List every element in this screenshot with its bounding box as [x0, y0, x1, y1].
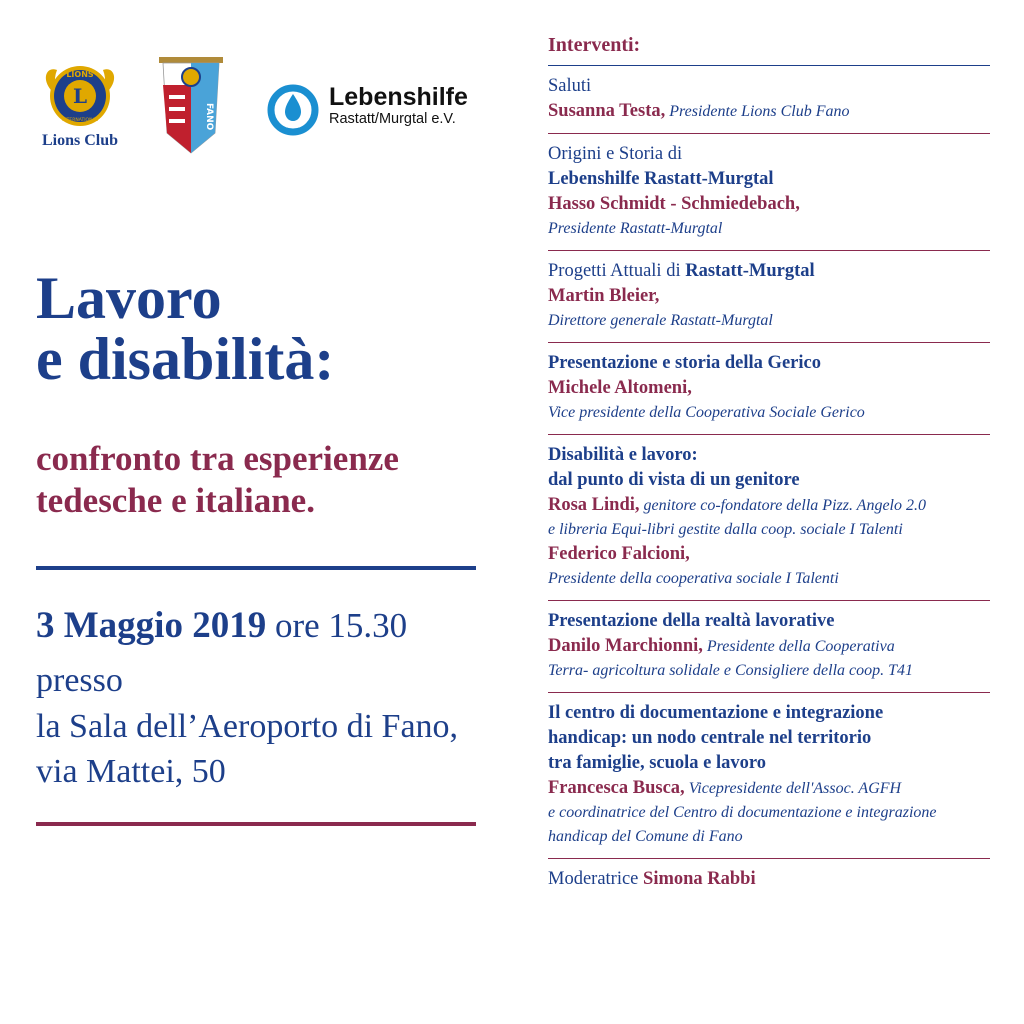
program-section-origini — [548, 134, 990, 251]
section-topic-bold: Rastatt-Murgtal — [685, 261, 815, 281]
speaker-role: handicap del Comune di Fano — [548, 828, 743, 845]
lebenshilfe-drop-icon — [265, 80, 321, 136]
section-topic: Presentazione della realtà lavorative — [548, 611, 835, 631]
speaker-name: Danilo Marchionni, — [548, 636, 703, 656]
speaker-role: Direttore generale Rastatt-Murgtal — [548, 312, 773, 329]
section-topic: Presentazione e storia della Gerico — [548, 353, 821, 373]
program-column — [548, 34, 990, 901]
event-datetime — [36, 606, 407, 647]
speaker-role: Vice presidente della Cooperativa Sociale Gerico — [548, 404, 865, 421]
program-section-genitore — [548, 435, 990, 601]
section-topic: Origini e Storia di — [548, 144, 683, 164]
speaker-name: Federico Falcioni, — [548, 544, 690, 564]
lebenshilfe-logo — [265, 80, 485, 136]
speaker-name: Martin Bleier, — [548, 286, 660, 306]
speaker-name: Rosa Lindi, — [548, 495, 640, 515]
section-topic-line — [548, 259, 990, 284]
section-topic: Progetti Attuali di — [548, 261, 686, 281]
speaker-role: Vicepresidente dell'Assoc. AGFH — [684, 780, 902, 797]
speaker-name: Susanna Testa, — [548, 101, 666, 121]
lebenshilfe-name: Lebenshilfe — [329, 83, 468, 111]
speaker-role: Terra- agricoltura solidale e Consigliere della coop. T41 — [548, 662, 914, 679]
program-section-centro — [548, 693, 990, 859]
program-heading: Interventi: — [548, 34, 990, 66]
venue-line-2: la Sala dell’Aeroporto di Fano, — [36, 707, 459, 745]
subtitle-line-2: tedesche e italiane. — [36, 481, 315, 520]
divider-bottom — [36, 822, 476, 826]
moderator-line — [548, 867, 990, 892]
program-section-realta — [548, 601, 990, 693]
lions-emblem-icon — [41, 60, 119, 130]
title-line-2: e disabilità: — [36, 326, 335, 393]
section-topic: dal punto di vista di un genitore — [548, 470, 800, 490]
event-title — [36, 265, 335, 393]
subtitle-line-1: confronto tra esperienze — [36, 439, 399, 478]
event-venue — [36, 658, 458, 795]
svg-text:L: L — [72, 84, 88, 108]
section-topic: handicap: un nodo centrale nel territorio — [548, 728, 872, 748]
speaker-role: Presidente Lions Club Fano — [665, 103, 850, 120]
speaker-role: Presidente della cooperativa sociale I Talenti — [548, 570, 839, 587]
venue-line-1: presso — [36, 662, 123, 699]
section-speaker-line — [548, 493, 990, 518]
section-speaker-line — [548, 776, 990, 801]
section-topic: Disabilità e lavoro: — [548, 445, 698, 465]
program-section-saluti — [548, 74, 990, 134]
section-topic: Saluti — [548, 76, 592, 96]
section-speaker-line — [548, 634, 990, 659]
svg-text:FANO: FANO — [204, 103, 214, 131]
lebenshilfe-subtitle: Rastatt/Murgtal e.V. — [329, 111, 456, 127]
event-date: 3 Maggio 2019 — [36, 605, 267, 646]
moderator-label: Moderatrice — [548, 869, 644, 889]
svg-text:INTERNATIONAL: INTERNATIONAL — [61, 118, 99, 123]
event-time: ore 15.30 — [266, 606, 408, 645]
divider-top — [36, 566, 476, 570]
lions-club-logo — [38, 60, 122, 150]
section-topic: tra famiglie, scuola e lavoro — [548, 753, 767, 773]
section-speaker-line — [548, 99, 990, 124]
speaker-role: Presidente Rastatt-Murgtal — [548, 220, 723, 237]
speaker-role: e libreria Equi-libri gestite dalla coop. sociale I Talenti — [548, 521, 903, 538]
title-line-1: Lavoro — [36, 265, 222, 331]
program-section-gerico — [548, 343, 990, 435]
svg-text:LIONS: LIONS — [66, 70, 94, 79]
program-section-progetti — [548, 251, 990, 343]
section-topic: Lebenshilfe Rastatt-Murgtal — [548, 169, 774, 189]
speaker-name: Francesca Busca, — [548, 778, 685, 798]
moderator-name: Simona Rabbi — [643, 869, 756, 889]
venue-line-3: via Mattei, 50 — [36, 753, 226, 791]
lions-club-label: Lions Club — [41, 132, 119, 149]
speaker-role: Presidente della Cooperativa — [702, 638, 895, 655]
program-moderator — [548, 859, 990, 901]
speaker-role: genitore co-fondatore della Pizz. Angelo 2.0 — [639, 497, 926, 514]
speaker-role: e coordinatrice del Centro di documentazione e integrazione — [548, 804, 937, 821]
section-topic: Il centro di documentazione e integrazione — [548, 703, 884, 723]
fano-pennant-icon — [155, 55, 227, 155]
speaker-name: Hasso Schmidt - Schmiedebach, — [548, 194, 800, 214]
event-subtitle — [36, 438, 399, 522]
speaker-name: Michele Altomeni, — [548, 378, 692, 398]
